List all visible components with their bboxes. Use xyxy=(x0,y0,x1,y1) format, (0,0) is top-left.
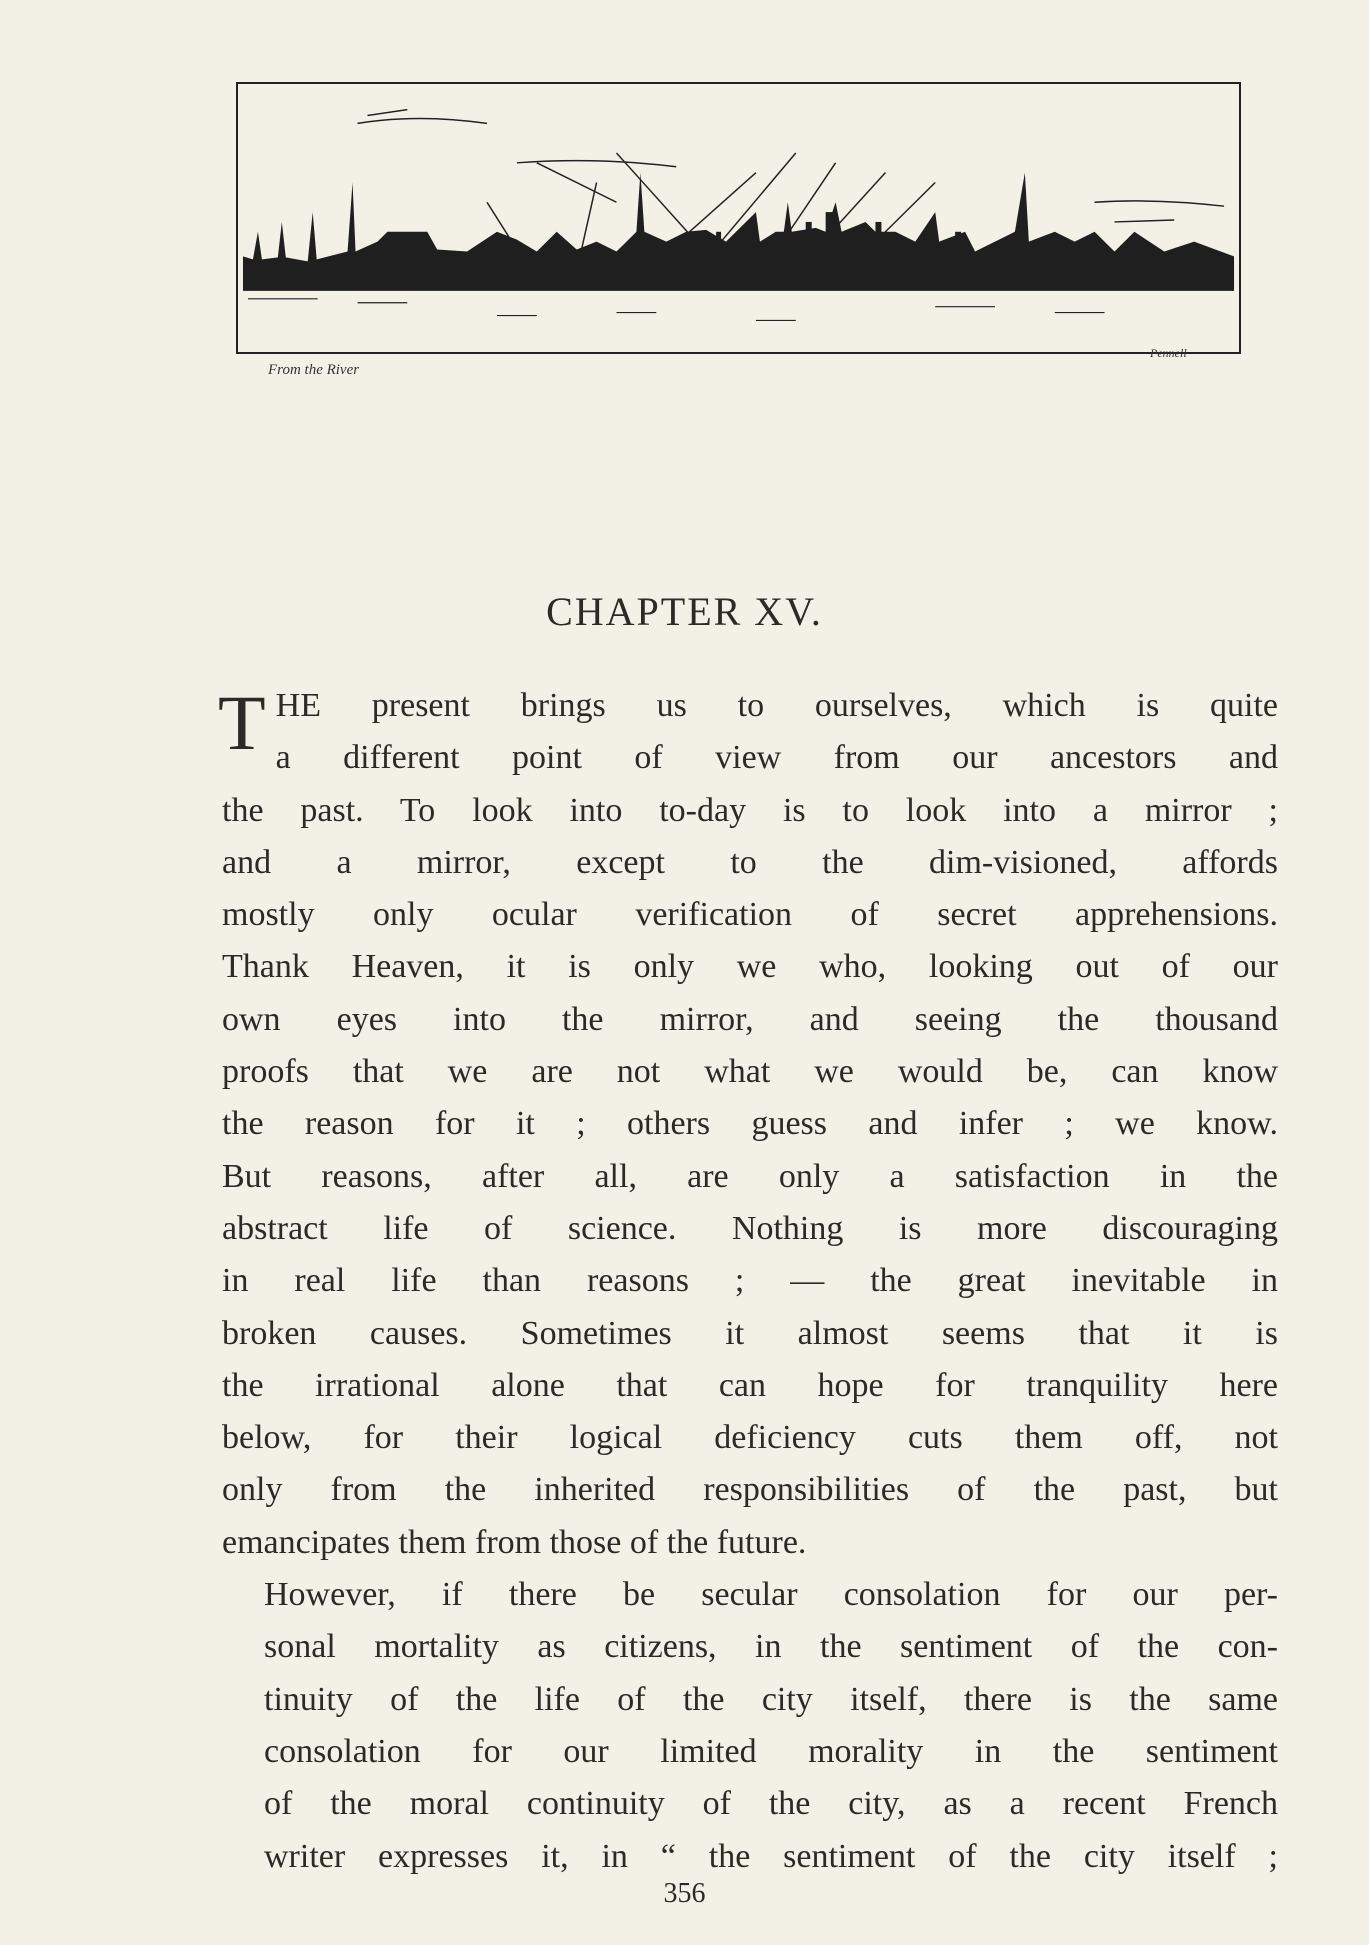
text-line: only from the inherited responsibilities of the past, but xyxy=(222,1471,1278,1509)
text-line: and a mirror, except to the dim-visioned, affords xyxy=(222,843,1278,881)
text-line: own eyes into the mirror, and seeing the thousand xyxy=(222,1000,1278,1038)
text-line: Thank Heaven, it is only we who, looking out of our xyxy=(222,948,1278,986)
page-number: 356 xyxy=(663,1878,706,1909)
text-line: of the moral continuity of the city, as a recent French xyxy=(264,1785,1278,1823)
illustration-caption: From the River xyxy=(268,362,360,378)
skyline-drawing xyxy=(238,84,1239,352)
text-line: abstract life of science. Nothing is more discouraging xyxy=(222,1209,1278,1247)
text-line: the irrational alone that can hope for tranquility here xyxy=(222,1366,1278,1404)
text-line: writer expresses it, in “ the sentiment of the city itself ; xyxy=(264,1837,1278,1875)
harbor-illustration xyxy=(236,82,1241,354)
text-line: a different point of view from our ancestors and xyxy=(275,739,1278,777)
text-line: sonal mortality as citizens, in the sentiment of the con- xyxy=(264,1628,1278,1666)
artist-signature: Pennell xyxy=(1150,346,1187,360)
text-line: in real life than reasons ; — the great inevitable in xyxy=(222,1262,1278,1300)
drop-cap: T xyxy=(218,679,266,766)
text-line: But reasons, after all, are only a satisfaction in the xyxy=(222,1157,1278,1195)
paragraph-2 xyxy=(222,1569,1278,1883)
text-line: tinuity of the life of the city itself, there is the same xyxy=(264,1680,1278,1718)
chapter-heading: CHAPTER XV. xyxy=(546,589,823,634)
text-line: the past. To look into to-day is to look into a mirror ; xyxy=(222,791,1278,829)
text-line: However, if there be secular consolation for our per- xyxy=(264,1576,1278,1614)
text-line: below, for their logical deficiency cuts them off, not xyxy=(222,1419,1278,1457)
text-line: HE present brings us to ourselves, which is quite xyxy=(275,687,1278,724)
body-text xyxy=(218,679,1278,1883)
text-line: mostly only ocular verification of secret apprehensions. xyxy=(222,896,1278,934)
text-line: broken causes. Sometimes it almost seems that it is xyxy=(222,1314,1278,1352)
text-line: proofs that we are not what we would be, can know xyxy=(222,1053,1278,1091)
paragraph-1 xyxy=(218,679,1278,1569)
text-line: emancipates them from those of the future. xyxy=(222,1523,807,1561)
text-line: the reason for it ; others guess and infer ; we know. xyxy=(222,1105,1278,1143)
text-line: consolation for our limited morality in the sentiment xyxy=(264,1732,1278,1770)
